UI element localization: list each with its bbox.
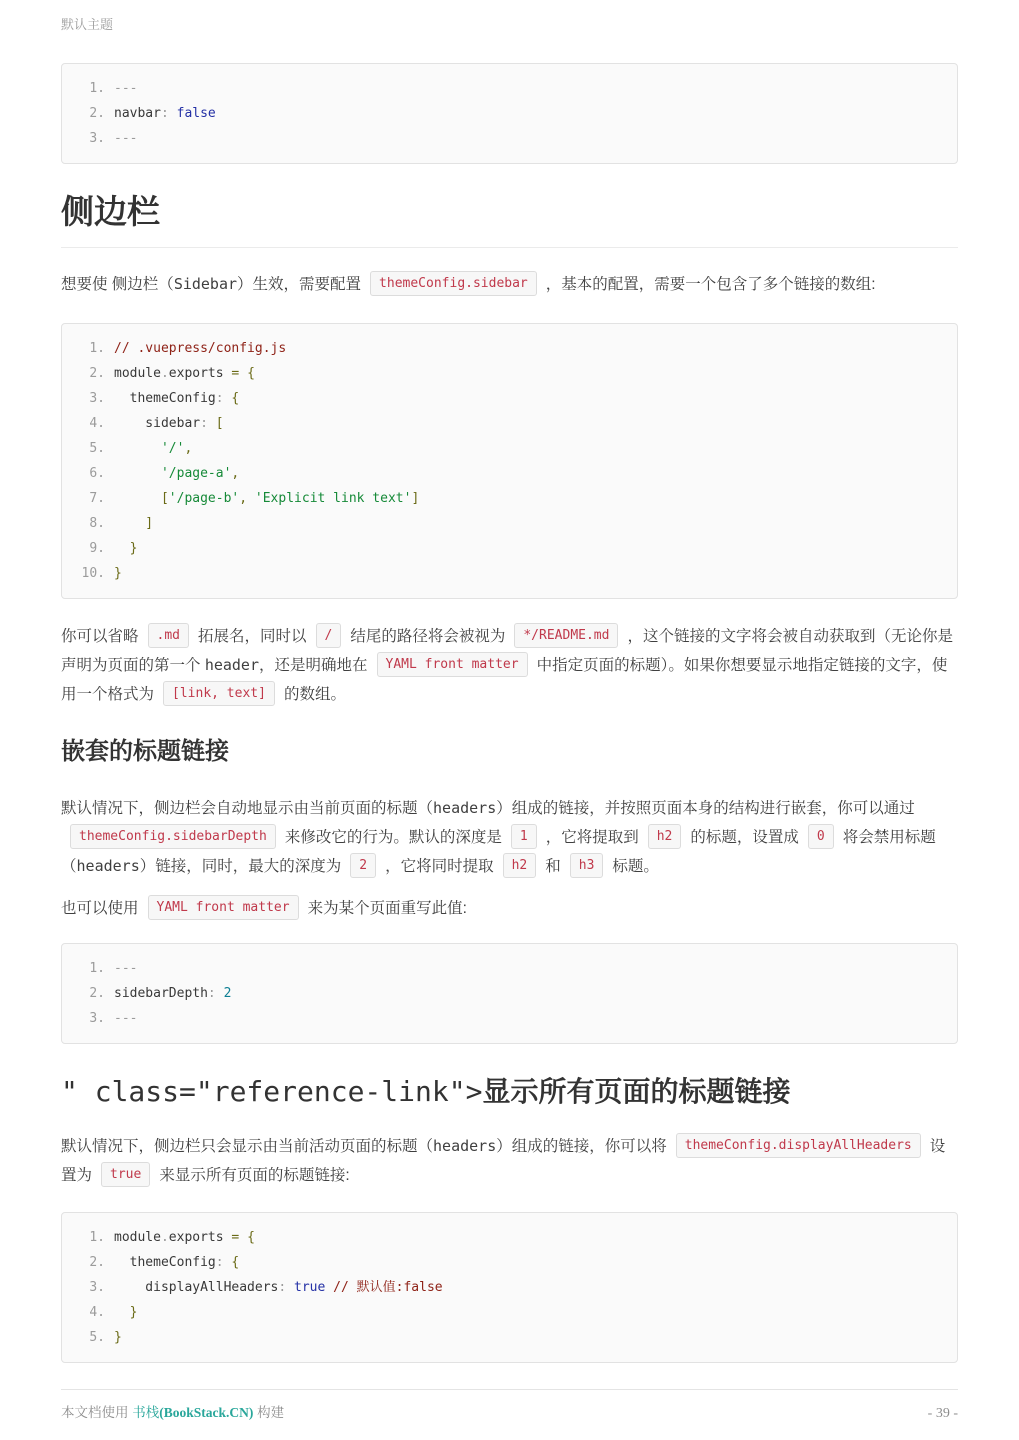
text-segment: Sidebar [173, 275, 238, 293]
text-segment: 显示所有页面的标题链接 [482, 1076, 791, 1107]
code-line [62, 981, 957, 1006]
code-line [62, 1250, 957, 1275]
code-text [114, 1300, 137, 1325]
code-line [62, 1300, 957, 1325]
code-line [62, 561, 957, 586]
code-token: themeConfig [114, 391, 216, 406]
code-token: // 默认值:false [333, 1280, 443, 1295]
line-number: 3. [89, 391, 105, 406]
text-segment: ）组成的链接，并按照页面本身的结构进行嵌套，你可以通过 [496, 800, 915, 817]
code-token: themeConfig [114, 1255, 216, 1270]
code-line [62, 386, 957, 411]
code-text [114, 1275, 443, 1300]
text-segment: header [204, 656, 259, 674]
code-block-sidebar-depth [61, 943, 958, 1044]
code-token: } [114, 566, 122, 581]
code-block-navbar-false [61, 63, 958, 164]
code-line [62, 126, 957, 151]
code-token: } [114, 1330, 122, 1345]
code-text [114, 76, 137, 101]
code-token: : [160, 106, 177, 121]
inline-code: .md [148, 623, 189, 648]
text-segment: 结尾的路径将会被视为 [350, 628, 506, 645]
code-text [114, 1250, 239, 1275]
code-line [62, 1006, 957, 1031]
code-line [62, 101, 957, 126]
code-token: [ [114, 491, 169, 506]
code-line [62, 411, 957, 436]
code-token: --- [114, 961, 138, 976]
text-segment: ）组成的链接，你可以将 [496, 1138, 667, 1155]
code-text [114, 1225, 255, 1250]
text-segment: ，它将提取到 [545, 829, 639, 846]
text-segment: headers [433, 1137, 497, 1155]
inline-code: YAML front matter [148, 895, 299, 920]
line-number: 2. [89, 366, 105, 381]
code-token [325, 1280, 333, 1295]
code-token: module [114, 1230, 161, 1245]
code-token: : [215, 391, 232, 406]
page-number: - 39 - [927, 1406, 958, 1421]
code-token: = { [231, 1230, 255, 1245]
code-token: '/' [114, 441, 185, 456]
code-block-sidebar-config [61, 323, 958, 599]
line-number: 1. [89, 81, 105, 96]
text-segment: 拓展名，同时以 [198, 628, 307, 645]
code-token: exports [168, 1230, 232, 1245]
line-number: 3. [89, 1011, 105, 1026]
text-segment: 想要使 侧边栏（ [61, 276, 174, 293]
code-line [62, 1325, 957, 1350]
inline-code: themeConfig.displayAllHeaders [676, 1133, 921, 1158]
inline-code: h2 [503, 853, 537, 878]
text-segment: ）生效，需要配置 [237, 276, 362, 293]
inline-code: [link, text] [163, 681, 275, 706]
code-line [62, 361, 957, 386]
section-title-nested-header-links: 嵌套的标题链接 [61, 738, 229, 765]
text-segment: 的标题，设置成 [690, 829, 799, 846]
code-token: true [294, 1280, 326, 1295]
code-token: : [215, 1255, 232, 1270]
inline-code: true [101, 1162, 150, 1187]
code-text [114, 361, 255, 386]
line-number: 3. [89, 131, 105, 146]
line-number: 6. [89, 466, 105, 481]
code-token: ] [411, 491, 420, 506]
code-line [62, 511, 957, 536]
code-token: . [160, 1230, 169, 1245]
code-token: : [278, 1280, 295, 1295]
code-text [114, 436, 192, 461]
code-token: = { [231, 366, 255, 381]
paragraph-sidebar-intro [61, 270, 958, 299]
line-number: 2. [89, 106, 105, 121]
doc-theme-label: 默认主题 [61, 17, 114, 32]
code-text [114, 536, 137, 561]
code-token: : [200, 416, 216, 431]
code-token: false [176, 106, 216, 121]
text-segment: 你可以省略 [61, 628, 139, 645]
code-line [62, 1275, 957, 1300]
code-token: , [184, 441, 193, 456]
text-segment: 来修改它的行为。默认的深度是 [284, 829, 502, 846]
section-title-sidebar: 侧边栏 [61, 191, 958, 248]
code-line [62, 461, 957, 486]
paragraph-md-extension [61, 622, 958, 709]
line-number: 2. [89, 1255, 105, 1270]
code-token: sidebar [114, 416, 201, 431]
bookstack-link-zh[interactable]: 书栈 [132, 1405, 160, 1420]
code-token: } [114, 541, 138, 556]
code-token: . [160, 366, 169, 381]
inline-code: h3 [570, 853, 604, 878]
line-number: 3. [89, 1280, 105, 1295]
inline-code: themeConfig.sidebarDepth [70, 824, 276, 849]
code-token: , [231, 466, 240, 481]
code-text [114, 1325, 122, 1350]
line-number: 1. [89, 961, 105, 976]
text-segment: 来显示所有页面的标题链接: [159, 1167, 350, 1184]
text-segment: ，这个链接的文字将会被自动获取到（无论你是声明为页面的第一个 [61, 628, 953, 674]
line-number: 5. [89, 441, 105, 456]
inline-code: */README.md [514, 623, 618, 648]
code-token: '/page-b' [168, 491, 240, 506]
code-token: , [239, 491, 255, 506]
code-text [114, 486, 419, 511]
code-text [114, 511, 153, 536]
code-token: --- [114, 1011, 138, 1026]
code-token: 'Explicit link text' [254, 491, 412, 506]
line-number: 8. [89, 516, 105, 531]
code-token: '/page-a' [114, 466, 232, 481]
text-segment: 将会禁用标题（ [61, 829, 936, 875]
line-number: 10. [81, 566, 105, 581]
text-segment: headers [433, 799, 497, 817]
inline-code: / [316, 623, 342, 648]
code-line [62, 76, 957, 101]
text-segment: 也可以使用 [61, 900, 139, 917]
code-line [62, 336, 957, 361]
code-token: { [231, 391, 240, 406]
text-segment: ，它将同时提取 [385, 858, 494, 875]
inline-code: 0 [808, 824, 834, 849]
code-line [62, 436, 957, 461]
code-text [114, 101, 216, 126]
code-block-display-all-headers [61, 1212, 958, 1363]
code-token: sidebarDepth [114, 986, 208, 1001]
code-text [114, 981, 231, 1006]
footer-prefix: 本文档使用 [61, 1405, 133, 1420]
line-number: 4. [89, 416, 105, 431]
line-number: 4. [89, 1305, 105, 1320]
footer-build-note [61, 1401, 284, 1421]
code-text [114, 956, 137, 981]
code-line [62, 536, 957, 561]
code-text [114, 126, 137, 151]
section-title-display-all-headers [61, 1074, 958, 1110]
code-token: displayAllHeaders [114, 1280, 279, 1295]
code-token: // .vuepress/config.js [114, 341, 287, 356]
code-token: ] [114, 516, 154, 531]
bookstack-link[interactable] [132, 1405, 253, 1420]
code-line [62, 1225, 957, 1250]
text-segment: 来为某个页面重写此值: [307, 900, 467, 917]
code-text [114, 336, 286, 361]
code-token: : [207, 986, 224, 1001]
text-segment: 默认情况下，侧边栏会自动地显示由当前页面的标题（ [61, 800, 434, 817]
text-segment: 和 [545, 858, 561, 875]
line-number: 1. [89, 341, 105, 356]
paragraph-sidebar-depth [61, 794, 958, 881]
text-segment: ，还是明确地在 [259, 657, 368, 674]
code-token: } [114, 1305, 138, 1320]
bookstack-link-en[interactable]: (BookStack.CN) [159, 1405, 254, 1420]
code-token: exports [168, 366, 232, 381]
inline-code: 1 [511, 824, 537, 849]
text-segment: 中指定页面的标题）。如果你想要显示地指定链接的文字，使用一个格式为 [61, 657, 948, 703]
code-text [114, 411, 224, 436]
inline-code: 2 [350, 853, 376, 878]
text-segment: 设置为 [61, 1138, 946, 1184]
code-token: --- [114, 81, 138, 96]
text-segment: 标题。 [612, 858, 659, 875]
text-segment: 的数组。 [283, 686, 346, 703]
line-number: 9. [89, 541, 105, 556]
text-segment: headers [76, 857, 140, 875]
code-text [114, 386, 239, 411]
inline-code: themeConfig.sidebar [370, 271, 537, 296]
line-number: 7. [89, 491, 105, 506]
code-token: module [114, 366, 161, 381]
code-text [114, 461, 239, 486]
code-token: [ [215, 416, 224, 431]
code-text [114, 1006, 137, 1031]
code-token: --- [114, 131, 138, 146]
code-text [114, 561, 122, 586]
line-number: 5. [89, 1330, 105, 1345]
text-segment: 默认情况下，侧边栏只会显示由当前活动页面的标题（ [61, 1138, 434, 1155]
footer-suffix: 构建 [253, 1405, 285, 1420]
text-segment: ）链接，同时，最大的深度为 [139, 858, 342, 875]
text-segment: " class="reference-link"> [61, 1075, 483, 1108]
inline-code: h2 [648, 824, 682, 849]
code-line [62, 956, 957, 981]
text-segment: ，基本的配置，需要一个包含了多个链接的数组: [545, 276, 876, 293]
code-token: navbar [114, 106, 161, 121]
code-token: 2 [223, 986, 232, 1001]
line-number: 1. [89, 1230, 105, 1245]
code-token: { [231, 1255, 240, 1270]
paragraph-yaml-override [61, 894, 958, 923]
inline-code: YAML front matter [377, 652, 528, 677]
line-number: 2. [89, 986, 105, 1001]
code-line [62, 486, 957, 511]
page-footer [61, 1389, 958, 1440]
paragraph-display-all-headers [61, 1132, 958, 1190]
